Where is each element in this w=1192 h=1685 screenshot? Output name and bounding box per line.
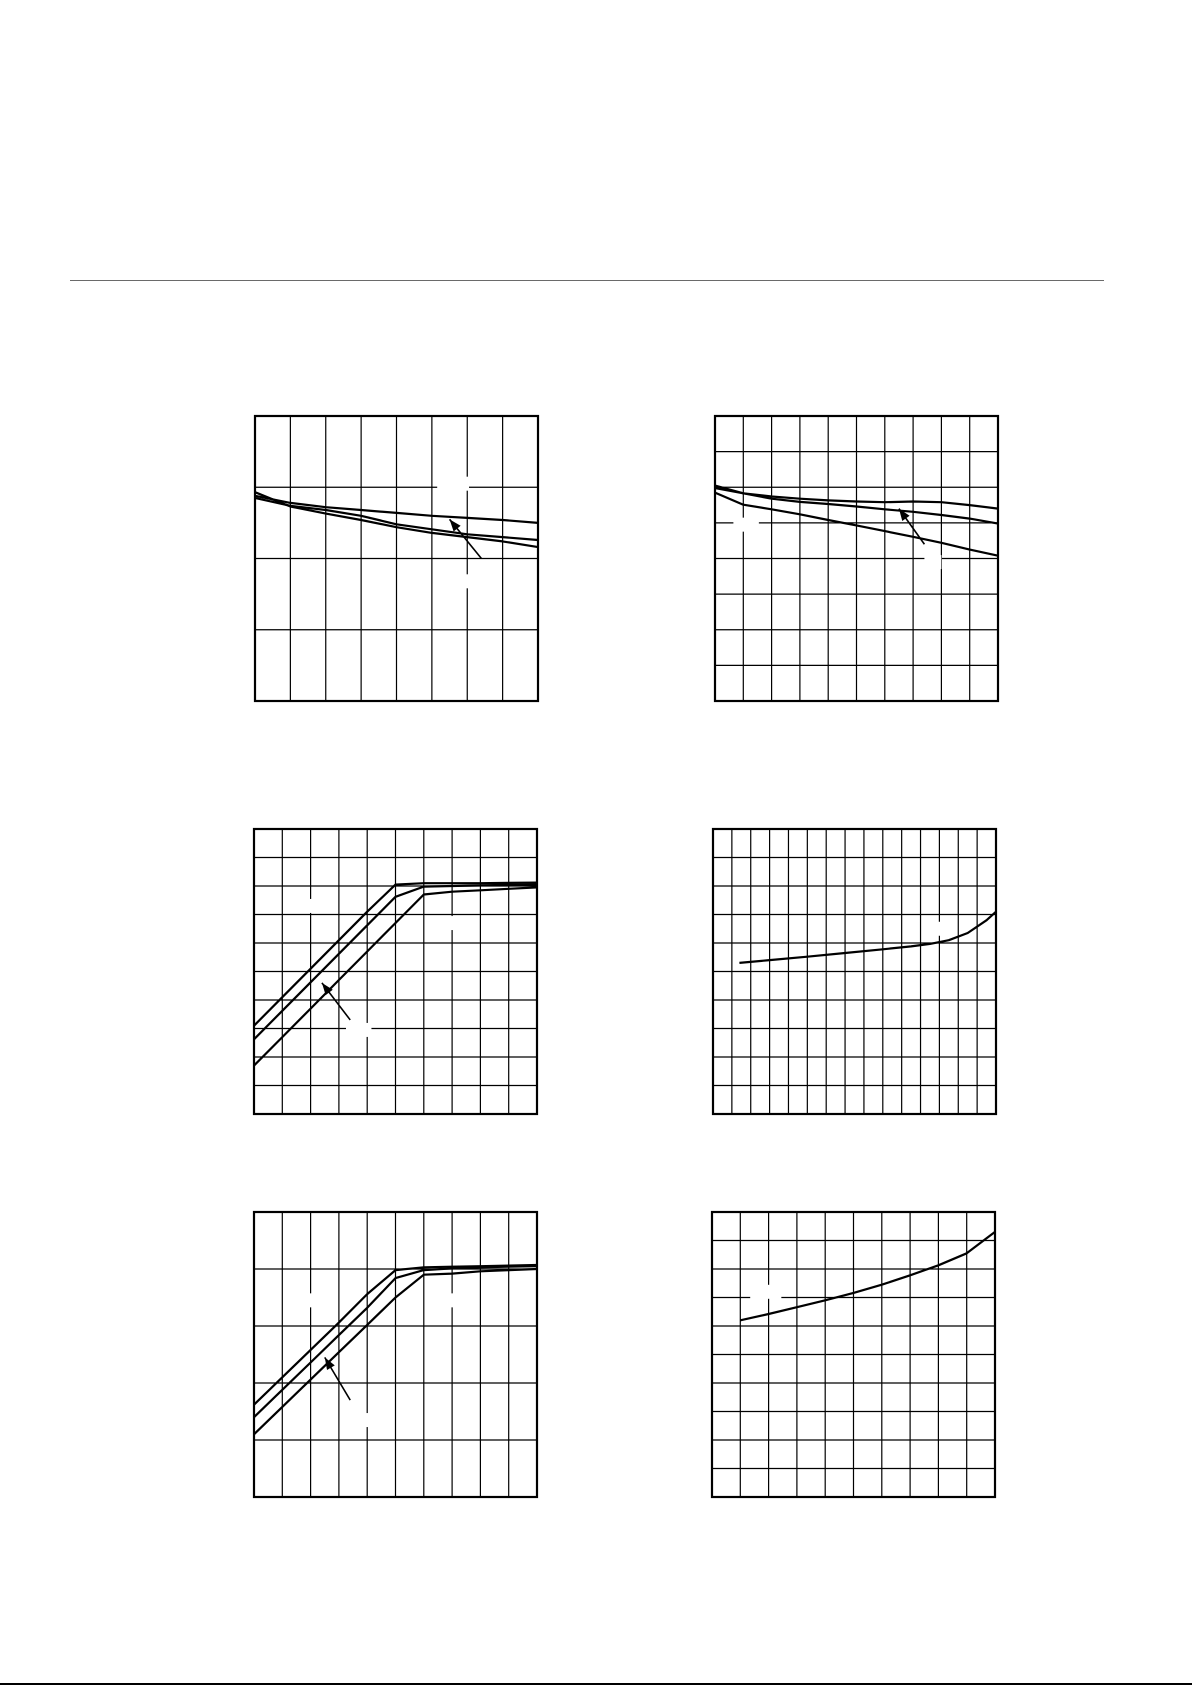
chart-1 — [255, 416, 538, 701]
series-line — [739, 912, 996, 963]
label-mask — [438, 916, 466, 930]
label-mask — [926, 922, 949, 936]
chart-6 — [712, 1212, 995, 1497]
label-mask — [917, 467, 937, 481]
chart-4 — [713, 829, 996, 1114]
chart-2 — [715, 416, 998, 701]
annotation-arrow-head — [325, 1357, 335, 1370]
label-mask — [362, 1413, 379, 1427]
label-mask — [924, 555, 941, 569]
label-mask — [750, 1285, 781, 1299]
label-mask — [457, 574, 478, 588]
label-mask — [437, 477, 469, 491]
label-mask — [294, 1293, 328, 1307]
chart-5 — [254, 1212, 537, 1497]
annotation-arrow-head — [322, 983, 333, 995]
label-mask — [295, 899, 326, 913]
section-divider — [70, 280, 1104, 281]
label-mask — [442, 1293, 467, 1307]
chart-3 — [254, 829, 537, 1114]
label-mask — [346, 1023, 371, 1037]
series-line — [740, 1232, 995, 1320]
label-mask — [733, 518, 758, 532]
